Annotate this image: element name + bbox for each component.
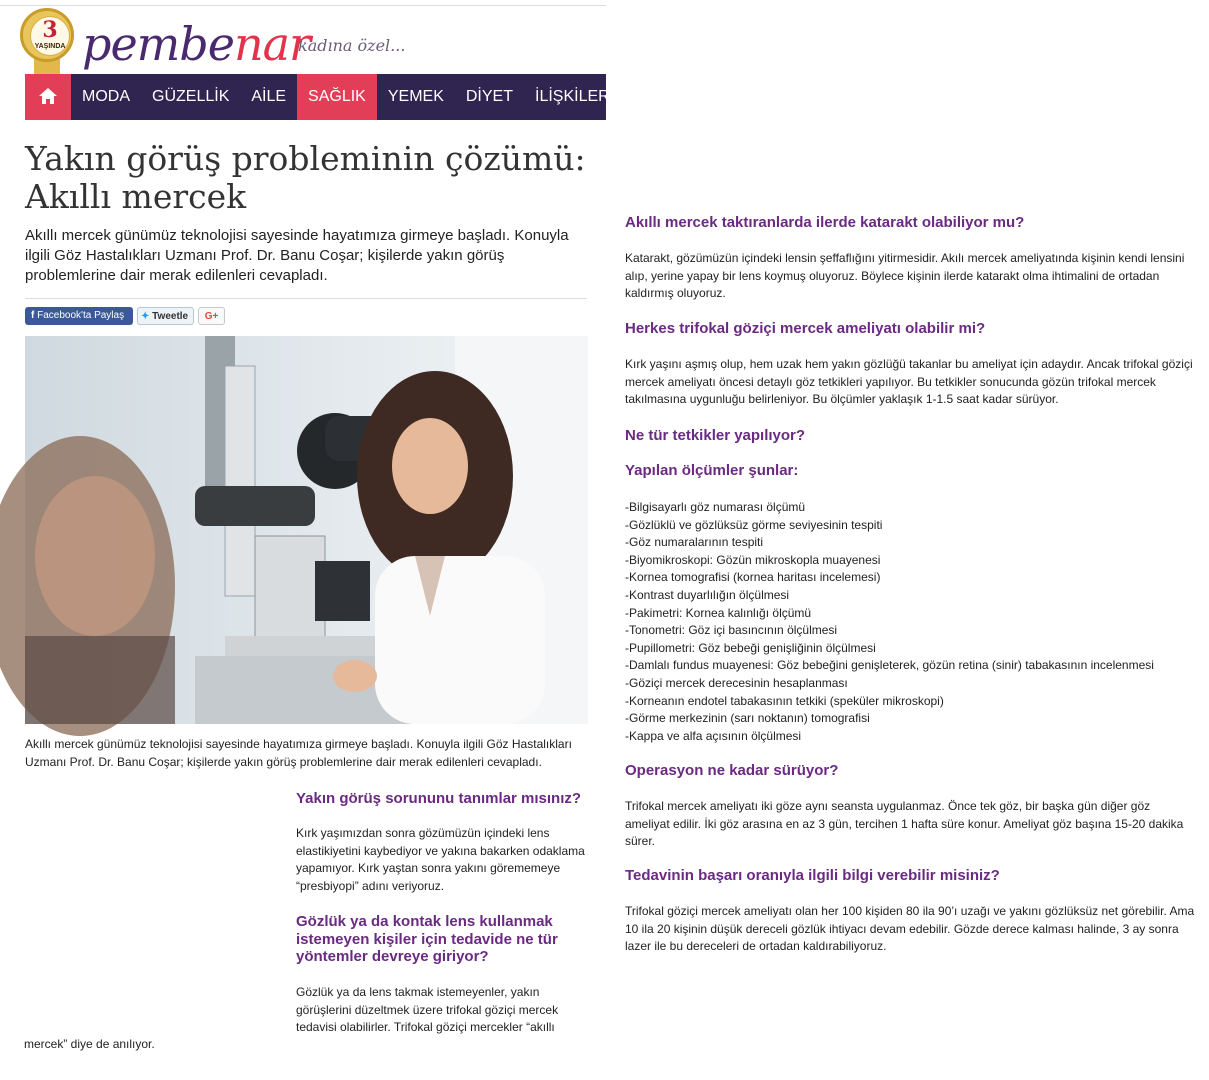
nav-item-saglik[interactable]: SAĞLIK: [297, 74, 377, 120]
main-nav: [25, 74, 665, 120]
photo-caption: Akıllı mercek günümüz teknolojisi sayesinde hayatımıza girmeye başladı. Konuyla ilgili Göz Hastalıkları Uzmanı Prof. Dr. Banu Coşar; kişilerde yakın görüş problemlerine dair merak edilenleri cevapladı.: [25, 737, 572, 769]
twitter-icon: ✦: [141, 311, 150, 322]
nav-item-iliskiler[interactable]: İLİŞKİLER: [535, 88, 610, 105]
answer-text: Katarakt, gözümüzün içindeki lensin şeffaflığını yitirmesidir. Akılı mercek ameliyatında kişinin kendi lensini alıp, yerine yapay bir lens koymuş oluyoruz. Böylece kişinin ilerde katarakt olma ihtimalini de ortadan kaldırmış oluyoruz.: [625, 251, 1185, 301]
measures-heading: Yapılan ölçümler şunlar:: [625, 462, 799, 479]
badge-text: YAŞINDA: [34, 43, 66, 50]
nav-home-button[interactable]: [25, 74, 71, 120]
list-item: -Biyomikroskopi: Gözün mikroskopla muayenesi: [625, 552, 881, 567]
site-logo[interactable]: [82, 14, 310, 74]
measures-list: [625, 499, 1195, 745]
nav-item-moda[interactable]: MODA: [82, 88, 130, 105]
answer-text: Gözlük ya da lens takmak istemeyenler, yakın görüşlerini düzeltmek üzere trifokal göziçi mercek tedavisi olabilirler. Trifokal göziçi mercekler “akıllı: [296, 985, 559, 1034]
article-title: Yakın görüş probleminin çözümü: Akıllı mercek: [25, 139, 586, 216]
list-item: -Bilgisayarlı göz numarası ölçümü: [625, 500, 806, 514]
nav-item-guzellik[interactable]: GÜZELLİK: [152, 88, 230, 105]
list-item: -Göz numaralarının tespiti: [625, 535, 764, 550]
facebook-icon: f: [31, 310, 35, 321]
answer-text: Trifokal mercek ameliyatı iki göze aynı seansta uygulanmaz. Önce tek göz, bir başka gün diğer göz ameliyat edilir. İki göz arasına en az 3 gün, tercihen 1 hafta süre konur. Ameliyat göz başına 15-20 dakika sürer.: [625, 799, 1184, 849]
answer-text: Kırk yaşını aşmış olup, hem uzak hem yakın gözlüğü takanlar bu ameliyat için adaydır. Ancak trifokal göziçi mercek ameliyatı öncesi detaylı göz tetkikleri yapılıyor. Bu tetkikler sonucunda gözün trifokal mercek takılmasına uygunluğu belirleniyor. Bu ölçümler yaklaşık 1-1.5 saat kadar sürüyor.: [625, 357, 1193, 407]
nav-item-yemek[interactable]: YEMEK: [387, 88, 444, 105]
list-item: -Korneanın endotel tabakasının tetkiki (speküler mikroskopi): [625, 693, 944, 708]
list-item: -Kappa ve alfa açısının ölçülmesi: [625, 728, 802, 743]
list-item: -Pakimetri: Kornea kalınlığı ölçümü: [625, 605, 812, 620]
list-item: -Pupillometri: Göz bebeği genişliğinin ölçülmesi: [625, 640, 876, 655]
badge-inner: [30, 16, 70, 56]
nav-item-diyet[interactable]: DİYET: [465, 88, 513, 105]
facebook-share-button[interactable]: [25, 307, 133, 325]
answer-text: Trifokal göziçi mercek ameliyatı olan her 100 kişiden 80 ila 90’ı uzağı ve yakını gözlüksüz net görebilir. Ama 10 ila 20 kişinin düşük dereceli gözlük ihtiyacı devam edebilir. Gözde derece kalması halinde, 3 ay sonra lazer ile bu dereceleri de ortadan kaldırabiliyoruz.: [625, 904, 1195, 954]
list-item: -Damlalı fundus muayenesi: Göz bebeğini genişleterek, gözün retina (sinir) tabakasının incelenmesi: [625, 658, 1154, 673]
list-item: -Göziçi mercek derecesinin hesaplanması: [625, 675, 848, 690]
tests-heading: Ne tür tetkikler yapılıyor?: [625, 427, 806, 444]
list-item: -Tonometri: Göz içi basıncının ölçülmesi: [625, 623, 838, 638]
tweet-label: Tweetle: [152, 311, 189, 322]
share-divider: [25, 298, 587, 299]
list-item: -Gözlüklü ve gözlüksüz görme seviyesinin tespiti: [625, 517, 883, 532]
list-item: -Görme merkezinin (sarı noktanın) tomografisi: [625, 711, 870, 726]
top-divider: [0, 5, 606, 6]
badge-number: 3: [42, 17, 58, 43]
list-item: -Kornea tomografisi (kornea haritası incelemesi): [625, 570, 881, 585]
question-heading: Tedavinin başarı oranıyla ilgili bilgi verebilir misiniz?: [625, 867, 1000, 884]
tweet-button[interactable]: [137, 307, 194, 325]
article-photo: [25, 336, 588, 724]
logo-part-nar: nar: [233, 17, 311, 71]
question-heading: Operasyon ne kadar sürüyor?: [625, 762, 839, 779]
question-heading: Yakın görüş sorununu tanımlar mısınız?: [296, 790, 582, 807]
question-heading: Akıllı mercek taktıranlarda ilerde katarakt olabiliyor mu?: [625, 214, 1025, 231]
logo-part-pembe: pembe: [82, 17, 234, 71]
question-heading: Herkes trifokal göziçi mercek ameliyatı olabilir mi?: [625, 320, 986, 337]
list-item: -Kontrast duyarlılığın ölçülmesi: [625, 587, 790, 602]
facebook-share-label: Facebook'ta Paylaş: [37, 310, 125, 321]
site-tagline: kadına özel...: [298, 36, 406, 55]
gplus-share-button[interactable]: G+: [198, 307, 225, 325]
answer-text-continued: mercek” diye de anılıyor.: [24, 1037, 155, 1051]
article-lead: Akıllı mercek günümüz teknolojisi sayesinde hayatımıza girmeye başladı. Konuyla ilgili Göz Hastalıkları Uzmanı Prof. Dr. Banu Coşar; kişilerde yakın görüş problemlerine dair merak edilenleri cevapladı.: [25, 227, 569, 284]
nav-items: [71, 74, 676, 120]
nav-item-dek[interactable]: DEK: [631, 88, 665, 105]
nav-item-aile[interactable]: AİLE: [251, 88, 287, 105]
badge-medal: [20, 8, 74, 62]
eye-exam-illustration: [25, 336, 588, 724]
answer-text: Kırk yaşımızdan sonra gözümüzün içindeki lens elastikiyetini kaybediyor ve yakına bakarken odaklama yapamıyor. Kırk yaştan sonra yakını görememeye “presbiyopi” adını veriyoruz.: [296, 826, 585, 893]
home-icon: [38, 87, 58, 105]
question-heading: Gözlük ya da kontak lens kullanmak istemeyen kişiler için tedavide ne tür yöntemler devreye giriyor?: [296, 913, 558, 965]
